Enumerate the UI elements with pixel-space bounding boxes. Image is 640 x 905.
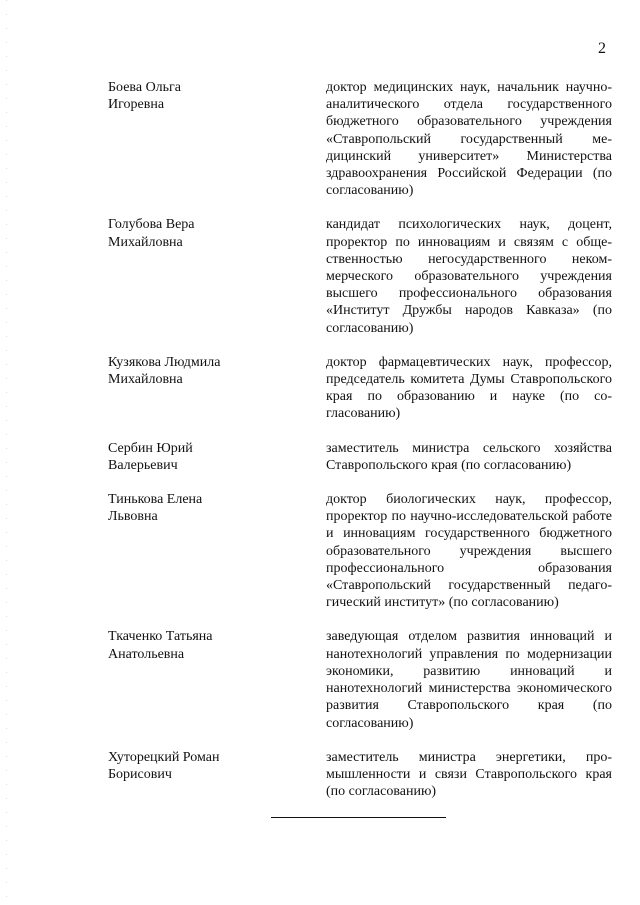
member-description: доктор медицинских наук, начальник научно-аналитического отдела государственного бюджетного образовательного учреждения «Ставропольский государственный медицинский университет» Министерства здравоохранения Российской Федерации (по согласованию) [326,80,612,199]
member-name-line1: Кузякова Людмила [108,354,221,370]
member-name [108,216,326,336]
member-name-line2: Михайловна [108,372,183,388]
member-name-line1: Тинькова Елена [108,492,203,508]
closing-divider [271,817,446,818]
member-name-line1: Голубова Вера [108,217,195,233]
member-name [108,440,326,474]
member-entry [108,491,612,611]
member-entry [108,440,612,474]
member-name [108,491,326,611]
member-description: заместитель министра сельского хозяйства Ставропольского края (по согласованию) [326,440,612,473]
member-list [108,79,612,817]
member-entry [108,79,612,199]
member-description: доктор биологических наук, профессор, проректор по научно-исследовательской работе и инновациям государственного бюджетного образовательного учреждения высшего профессионального образования «Ставропольский государственный педагогический институт» (по согласованию) [326,492,612,611]
member-name [108,79,326,199]
page-number: 2 [598,40,606,57]
member-description: доктор фармацевтических наук, профессор, председатель комитета Думы Ставропольского края по образованию и науке (по согласованию) [326,354,612,422]
member-description: заместитель министра энергетики, промышленности и связи Ставропольского края (по согласованию) [326,749,612,800]
member-description: кандидат психологических наук, доцент, проректор по инновациям и связям с общественностью негосударственного некоммерческого образовательного учреждения высшего профессионального образования «Институт Дружбы народов Кавказа» (по согласованию) [326,217,612,336]
member-name-line2: Анатольевна [108,646,185,662]
member-name-line2: Борисович [108,766,172,782]
member-entry [108,216,612,336]
member-name [108,749,326,801]
member-entry [108,749,612,801]
member-name-line2: Игоревна [108,97,165,113]
member-description: заведующая отделом развития инноваций и нанотехнологий управления по модернизации экономики, развитию инноваций и нанотехнологий министерства экономического развития Ставропольского края (по согласованию) [326,629,612,731]
member-name-line1: Ткаченко Татьяна [108,629,213,645]
member-name-line2: Львовна [108,509,158,525]
member-name [108,354,326,423]
member-entry [108,628,612,731]
member-name-line2: Михайловна [108,234,183,250]
scan-edge-marks [6,0,7,905]
member-entry [108,354,612,423]
member-name-line1: Боева Ольга [108,80,182,95]
member-name [108,628,326,731]
member-name-line1: Сербин Юрий [108,440,193,456]
member-name-line2: Валерьевич [108,457,178,473]
member-name-line1: Хуторецкий Роман [108,749,220,765]
